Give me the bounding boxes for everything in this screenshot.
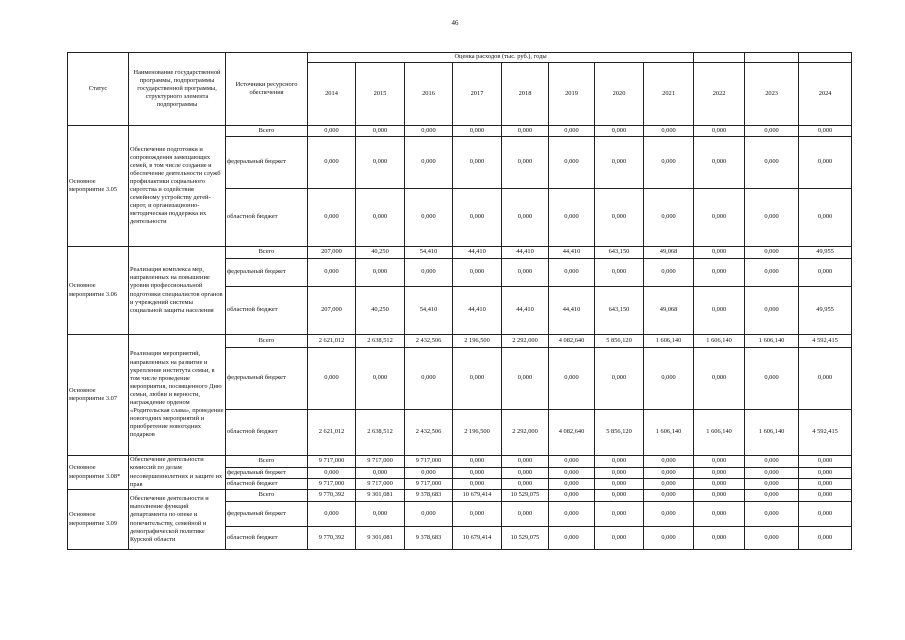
amount-cell: 0,000 — [745, 287, 799, 335]
amount-cell: 0,000 — [549, 456, 595, 468]
amount-cell: 0,000 — [356, 348, 405, 410]
amount-cell: 0,000 — [453, 468, 502, 479]
amount-cell: 0,000 — [694, 490, 745, 502]
amount-cell: 0,000 — [549, 502, 595, 527]
amount-cell: 0,000 — [694, 468, 745, 479]
amount-cell: 0,000 — [502, 468, 549, 479]
amount-cell: 0,000 — [694, 456, 745, 468]
amount-cell: 0,000 — [644, 468, 694, 479]
amount-cell: 44,410 — [502, 247, 549, 259]
amount-cell: 0,000 — [694, 189, 745, 247]
amount-cell: 0,000 — [308, 126, 356, 137]
amount-cell: 643,150 — [595, 287, 644, 335]
amount-cell: 0,000 — [799, 502, 852, 527]
amount-cell: 0,000 — [694, 479, 745, 490]
amount-cell: 2 621,012 — [308, 335, 356, 348]
header-year: 2020 — [595, 63, 644, 126]
amount-cell: 0,000 — [405, 189, 453, 247]
funding-source: федеральный бюджет — [226, 468, 308, 479]
amount-cell: 0,000 — [644, 126, 694, 137]
header-name: Наименование государственной программы, подпрограммы государственной программы, структурного элемента подпрограммы — [129, 53, 226, 126]
amount-cell: 5 856,120 — [595, 335, 644, 348]
amount-cell: 4 082,640 — [549, 335, 595, 348]
amount-cell: 0,000 — [745, 468, 799, 479]
amount-cell: 49,068 — [644, 287, 694, 335]
page-number: 46 — [451, 19, 459, 27]
amount-cell: 0,000 — [644, 479, 694, 490]
measure-name: Обеспечение деятельности комиссий по делам несовершеннолетних и защите их прав — [129, 456, 226, 490]
header-year: 2018 — [502, 63, 549, 126]
amount-cell: 0,000 — [405, 348, 453, 410]
amount-cell: 0,000 — [549, 137, 595, 189]
header-source: Источники ресурсного обеспечения — [226, 53, 308, 126]
amount-cell: 10 679,414 — [453, 490, 502, 502]
amount-cell: 0,000 — [502, 479, 549, 490]
funding-source: федеральный бюджет — [226, 348, 308, 410]
header-year: 2015 — [356, 63, 405, 126]
amount-cell: 0,000 — [549, 479, 595, 490]
amount-cell: 0,000 — [356, 189, 405, 247]
table-row — [68, 247, 852, 259]
table-header — [68, 53, 852, 126]
amount-cell: 0,000 — [308, 348, 356, 410]
amount-cell: 1 606,140 — [644, 335, 694, 348]
amount-cell: 44,410 — [549, 247, 595, 259]
amount-cell: 0,000 — [356, 126, 405, 137]
amount-cell: 49,068 — [644, 247, 694, 259]
amount-cell: 2 432,506 — [405, 410, 453, 456]
amount-cell: 9 770,392 — [308, 527, 356, 550]
amount-cell: 0,000 — [453, 502, 502, 527]
amount-cell: 0,000 — [502, 348, 549, 410]
header-year: 2021 — [644, 63, 694, 126]
amount-cell: 10 679,414 — [453, 527, 502, 550]
amount-cell: 0,000 — [356, 502, 405, 527]
amount-cell: 9 770,392 — [308, 490, 356, 502]
amount-cell: 9 717,000 — [308, 479, 356, 490]
amount-cell: 0,000 — [745, 490, 799, 502]
amount-cell: 207,000 — [308, 247, 356, 259]
measure-name: Реализация комплекса мер, направленных на повышение уровня профессиональной подготовки специалистов органов и учреждений системы социальной защиты населения — [129, 247, 226, 335]
table-row — [68, 490, 852, 502]
amount-cell: 0,000 — [694, 348, 745, 410]
amount-cell: 0,000 — [308, 468, 356, 479]
amount-cell: 0,000 — [308, 502, 356, 527]
amount-cell: 0,000 — [356, 259, 405, 287]
amount-cell: 44,410 — [453, 287, 502, 335]
amount-cell: 0,000 — [405, 137, 453, 189]
amount-cell: 0,000 — [549, 527, 595, 550]
amount-cell: 207,000 — [308, 287, 356, 335]
table-row — [68, 126, 852, 137]
amount-cell: 1 606,140 — [745, 335, 799, 348]
amount-cell: 9 717,000 — [405, 479, 453, 490]
amount-cell: 44,410 — [502, 287, 549, 335]
amount-cell: 0,000 — [644, 490, 694, 502]
amount-cell: 0,000 — [356, 468, 405, 479]
amount-cell: 0,000 — [644, 456, 694, 468]
amount-cell: 0,000 — [694, 137, 745, 189]
header-year: 2017 — [453, 63, 502, 126]
header-empty — [694, 53, 745, 63]
amount-cell: 2 638,512 — [356, 410, 405, 456]
amount-cell: 2 621,012 — [308, 410, 356, 456]
amount-cell: 0,000 — [694, 502, 745, 527]
amount-cell: 4 592,415 — [799, 410, 852, 456]
amount-cell: 1 606,140 — [694, 335, 745, 348]
amount-cell: 4 592,415 — [799, 335, 852, 348]
amount-cell: 0,000 — [502, 502, 549, 527]
amount-cell: 0,000 — [502, 259, 549, 287]
amount-cell: 0,000 — [595, 490, 644, 502]
amount-cell: 0,000 — [799, 189, 852, 247]
measure-status: Основное мероприятие 3.05 — [68, 126, 129, 247]
amount-cell: 0,000 — [745, 259, 799, 287]
amount-cell: 0,000 — [644, 259, 694, 287]
amount-cell: 54,410 — [405, 287, 453, 335]
amount-cell: 0,000 — [502, 137, 549, 189]
header-year: 2024 — [799, 63, 852, 126]
amount-cell: 0,000 — [799, 456, 852, 468]
header-year: 2014 — [308, 63, 356, 126]
funding-source: Всего — [226, 247, 308, 259]
amount-cell: 0,000 — [595, 126, 644, 137]
measure-status: Основное мероприятие 3.09 — [68, 490, 129, 550]
amount-cell: 0,000 — [453, 126, 502, 137]
header-estimate: Оценка расходов (тыс. руб.), годы — [308, 53, 694, 63]
table-row — [68, 456, 852, 468]
measure-name: Обеспечение деятельности и выполнение функций департамента по опеке и попечительству, семейной и демографической политике Курской области — [129, 490, 226, 550]
header-empty — [799, 53, 852, 63]
amount-cell: 0,000 — [549, 126, 595, 137]
amount-cell: 9 301,081 — [356, 490, 405, 502]
amount-cell: 9 717,000 — [405, 456, 453, 468]
amount-cell: 0,000 — [453, 259, 502, 287]
amount-cell: 0,000 — [644, 502, 694, 527]
amount-cell: 0,000 — [502, 456, 549, 468]
amount-cell: 0,000 — [453, 479, 502, 490]
amount-cell: 9 378,683 — [405, 527, 453, 550]
amount-cell: 49,955 — [799, 287, 852, 335]
amount-cell: 0,000 — [745, 456, 799, 468]
amount-cell: 4 082,640 — [549, 410, 595, 456]
amount-cell: 0,000 — [799, 137, 852, 189]
amount-cell: 0,000 — [405, 259, 453, 287]
table-row — [68, 335, 852, 348]
amount-cell: 0,000 — [694, 287, 745, 335]
amount-cell: 0,000 — [799, 348, 852, 410]
funding-source: областной бюджет — [226, 527, 308, 550]
amount-cell: 40,250 — [356, 247, 405, 259]
amount-cell: 643,150 — [595, 247, 644, 259]
amount-cell: 0,000 — [799, 479, 852, 490]
header-year: 2019 — [549, 63, 595, 126]
amount-cell: 2 432,506 — [405, 335, 453, 348]
amount-cell: 0,000 — [799, 490, 852, 502]
measure-status: Основное мероприятие 3.08* — [68, 456, 129, 490]
amount-cell: 10 529,075 — [502, 527, 549, 550]
funding-source: федеральный бюджет — [226, 259, 308, 287]
amount-cell: 0,000 — [595, 189, 644, 247]
header-year: 2016 — [405, 63, 453, 126]
amount-cell: 0,000 — [308, 259, 356, 287]
amount-cell: 0,000 — [405, 468, 453, 479]
amount-cell: 0,000 — [745, 527, 799, 550]
amount-cell: 0,000 — [745, 126, 799, 137]
amount-cell: 9 301,081 — [356, 527, 405, 550]
amount-cell: 0,000 — [595, 259, 644, 287]
amount-cell: 0,000 — [644, 348, 694, 410]
funding-source: Всего — [226, 335, 308, 348]
amount-cell: 49,955 — [799, 247, 852, 259]
amount-cell: 2 638,512 — [356, 335, 405, 348]
funding-source: федеральный бюджет — [226, 502, 308, 527]
amount-cell: 10 529,075 — [502, 490, 549, 502]
amount-cell: 0,000 — [549, 490, 595, 502]
amount-cell: 0,000 — [453, 189, 502, 247]
measure-status: Основное мероприятие 3.07 — [68, 335, 129, 456]
amount-cell: 0,000 — [694, 259, 745, 287]
amount-cell: 0,000 — [644, 189, 694, 247]
funding-source: областной бюджет — [226, 479, 308, 490]
amount-cell: 0,000 — [799, 126, 852, 137]
amount-cell: 0,000 — [453, 137, 502, 189]
amount-cell: 2 196,500 — [453, 335, 502, 348]
amount-cell: 2 196,500 — [453, 410, 502, 456]
amount-cell: 0,000 — [745, 189, 799, 247]
amount-cell: 0,000 — [694, 247, 745, 259]
amount-cell: 0,000 — [694, 527, 745, 550]
amount-cell: 0,000 — [799, 527, 852, 550]
amount-cell: 1 606,140 — [644, 410, 694, 456]
amount-cell: 0,000 — [595, 527, 644, 550]
funding-source: федеральный бюджет — [226, 137, 308, 189]
amount-cell: 0,000 — [308, 137, 356, 189]
amount-cell: 0,000 — [745, 479, 799, 490]
amount-cell: 0,000 — [405, 126, 453, 137]
amount-cell: 0,000 — [694, 126, 745, 137]
amount-cell: 40,250 — [356, 287, 405, 335]
amount-cell: 0,000 — [745, 348, 799, 410]
amount-cell: 44,410 — [453, 247, 502, 259]
amount-cell: 1 606,140 — [745, 410, 799, 456]
amount-cell: 9 717,000 — [356, 479, 405, 490]
amount-cell: 0,000 — [644, 137, 694, 189]
measure-name: Реализация мероприятий, направленных на развитие и укрепление института семьи, в том числе проведение мероприятия, посвященного Дню семьи, любви и верности, награждение орденом «Родительская слава», проведение новогодних мероприятий и приобретение новогодних подарков — [129, 335, 226, 456]
amount-cell: 0,000 — [549, 189, 595, 247]
funding-source: Всего — [226, 456, 308, 468]
amount-cell: 0,000 — [745, 502, 799, 527]
amount-cell: 0,000 — [745, 247, 799, 259]
amount-cell: 0,000 — [356, 137, 405, 189]
amount-cell: 0,000 — [595, 502, 644, 527]
amount-cell: 0,000 — [799, 468, 852, 479]
amount-cell: 9 717,000 — [356, 456, 405, 468]
amount-cell: 0,000 — [595, 348, 644, 410]
funding-source: областной бюджет — [226, 287, 308, 335]
amount-cell: 0,000 — [453, 348, 502, 410]
funding-source: Всего — [226, 490, 308, 502]
amount-cell: 0,000 — [502, 126, 549, 137]
amount-cell: 0,000 — [549, 468, 595, 479]
funding-source: областной бюджет — [226, 189, 308, 247]
header-year: 2023 — [745, 63, 799, 126]
amount-cell: 2 292,000 — [502, 335, 549, 348]
amount-cell: 0,000 — [644, 527, 694, 550]
amount-cell: 1 606,140 — [694, 410, 745, 456]
amount-cell: 9 378,683 — [405, 490, 453, 502]
amount-cell: 0,000 — [308, 189, 356, 247]
amount-cell: 0,000 — [453, 456, 502, 468]
amount-cell: 0,000 — [799, 259, 852, 287]
amount-cell: 0,000 — [595, 479, 644, 490]
amount-cell: 44,410 — [549, 287, 595, 335]
funding-source: Всего — [226, 126, 308, 137]
funding-source: областной бюджет — [226, 410, 308, 456]
expense-table — [67, 52, 852, 550]
amount-cell: 54,410 — [405, 247, 453, 259]
amount-cell: 0,000 — [405, 502, 453, 527]
amount-cell: 0,000 — [549, 348, 595, 410]
amount-cell: 0,000 — [502, 189, 549, 247]
measure-name: Обеспечение подготовки и сопровождения замещающих семей, в том числе создание и обеспечение деятельности служб профилактики социального сиротства и содействия семейному устройству детей-сирот, и организационно-методическая поддержка их деятельности — [129, 126, 226, 247]
header-status: Статус — [68, 53, 129, 126]
amount-cell: 5 856,120 — [595, 410, 644, 456]
amount-cell: 2 292,000 — [502, 410, 549, 456]
amount-cell: 0,000 — [549, 259, 595, 287]
amount-cell: 0,000 — [595, 137, 644, 189]
amount-cell: 9 717,000 — [308, 456, 356, 468]
header-empty — [745, 53, 799, 63]
measure-status: Основное мероприятие 3.06 — [68, 247, 129, 335]
header-year: 2022 — [694, 63, 745, 126]
table-body — [68, 126, 852, 550]
amount-cell: 0,000 — [595, 468, 644, 479]
amount-cell: 0,000 — [595, 456, 644, 468]
amount-cell: 0,000 — [745, 137, 799, 189]
